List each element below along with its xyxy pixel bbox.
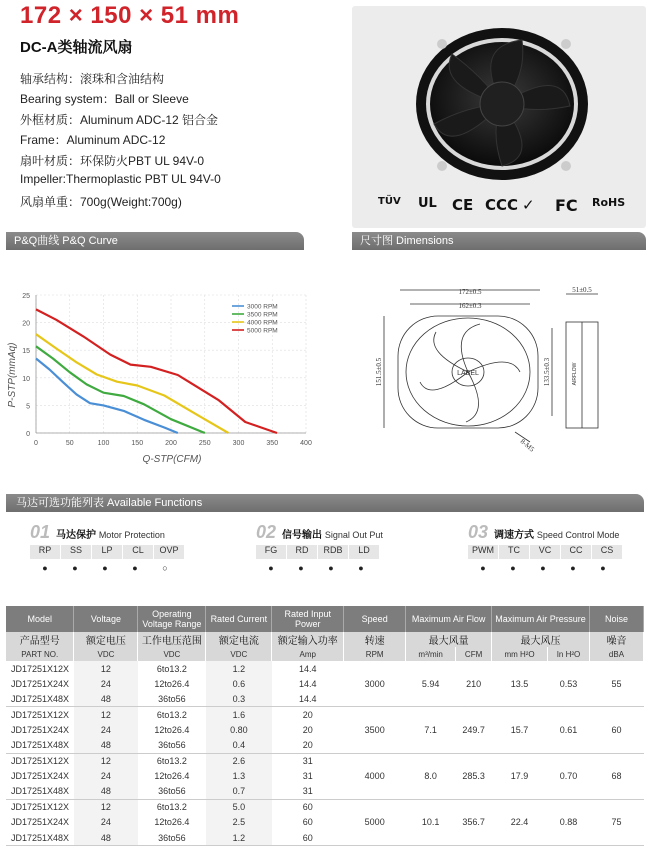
legend-label: 4000 RPM (247, 319, 278, 327)
x-axis-label: Q-STP(CFM) (142, 454, 202, 465)
table-cell: 24 (74, 815, 138, 830)
unit-cell: Amp (272, 647, 344, 661)
availability-mark: ● (102, 563, 108, 573)
availability-mark: ● (510, 563, 516, 573)
table-cell: 3000 (344, 661, 406, 707)
dimension-drawing (370, 282, 640, 454)
y-axis-label: P-STP(mmAq) (7, 342, 18, 408)
table-cell: 6to13.2 (156, 756, 187, 767)
column-header-cn: 最大风量 (406, 632, 492, 647)
legend-label: 3500 RPM (247, 311, 278, 319)
label-text: LABEL (457, 370, 479, 377)
function-title: 调速方式 Speed Control Mode (494, 530, 620, 541)
section-functions (6, 494, 644, 512)
table-cell: 6to13.2 (156, 663, 187, 674)
column-header: Model (6, 606, 74, 632)
column-header: Maximum Air Flow (406, 606, 492, 632)
table-cell: JD17251X48X (6, 737, 74, 753)
dim-depth: 51±0.5 (572, 286, 592, 294)
dim-hole-height: 133.5±0.3 (543, 357, 551, 387)
table-cell: 24 (74, 676, 138, 691)
table-cell: 36to56 (138, 784, 206, 800)
table-cell: 68 (589, 753, 643, 799)
spec-line: Frame：Aluminum ADC-12 (20, 133, 166, 147)
x-tick-label: 100 (97, 440, 110, 447)
table-cell: 60 (302, 802, 313, 813)
table-cell: 60 (302, 817, 313, 828)
table-cell: 0.3 (206, 691, 272, 707)
x-tick-label: 150 (131, 440, 144, 447)
table-cell: 12 (74, 661, 138, 676)
unit-cell: mm H²O (492, 647, 548, 661)
table-cell: 10.1 (406, 799, 456, 845)
column-header: Operating Voltage Range (138, 606, 206, 632)
availability-mark: ● (480, 563, 486, 573)
x-tick-label: 300 (232, 440, 245, 447)
column-header-cn: 产品型号 (6, 632, 74, 647)
spec-line: 外框材质：Aluminum ADC-12 铝合金 (20, 113, 219, 127)
legend-label: 5000 RPM (247, 327, 278, 335)
table-cell: 75 (589, 799, 643, 845)
table-cell: JD17251X12X (10, 709, 69, 720)
column-header: Rated Current (206, 606, 272, 632)
table-cell: 1.6 (206, 707, 272, 723)
table-cell: 6to13.2 (156, 802, 187, 813)
function-code: CL (123, 545, 154, 559)
unit-cell: VDC (138, 647, 206, 661)
table-cell: 12to26.4 (154, 678, 190, 689)
ccc-icon: CCC (485, 196, 519, 214)
function-title: 信号输出 Signal Out Put (282, 530, 383, 541)
column-header-cn: 最大风压 (492, 632, 590, 647)
table-cell: 210 (456, 661, 492, 707)
pq-chart (0, 280, 330, 480)
table-cell: 3500 (344, 707, 406, 753)
spec-line: 扇叶材质：环保防火PBT UL 94V-0 (20, 154, 205, 168)
column-header-cn: 工作电压范围 (138, 632, 206, 647)
unit-cell: dBA (589, 647, 643, 661)
y-tick-label: 15 (22, 348, 30, 356)
spec-table (6, 606, 644, 846)
table-cell: JD17251X24X (10, 771, 69, 782)
column-header: Maximum Air Pressure (492, 606, 590, 632)
table-cell: JD17251X48X (6, 691, 74, 707)
column-header: Rated Input Power (272, 606, 344, 632)
table-row (6, 661, 644, 676)
table-cell: JD17251X24X (10, 724, 69, 735)
table-cell: 5.94 (406, 661, 456, 707)
table-cell: 48 (74, 691, 138, 707)
unit-cell: RPM (344, 647, 406, 661)
y-tick-label: 10 (22, 375, 30, 383)
table-cell: JD17251X48X (6, 830, 74, 846)
table-header-units (6, 647, 644, 661)
table-cell: 0.53 (548, 661, 590, 707)
x-tick-label: 0 (34, 440, 38, 447)
function-code: CS (592, 545, 623, 559)
function-code: OVP (154, 545, 185, 559)
table-cell: JD17251X24X (10, 678, 69, 689)
x-tick-label: 350 (266, 440, 279, 447)
table-cell: JD17251X12X (10, 663, 69, 674)
spec-line: Impeller:Thermoplastic PBT UL 94V-0 (20, 172, 221, 186)
function-number: 03 (468, 522, 489, 542)
dim-width: 172±0.5 (458, 288, 482, 296)
table-cell: JD17251X24X (10, 817, 69, 828)
y-tick-label: 5 (26, 403, 30, 411)
table-cell: 7.1 (406, 707, 456, 753)
table-cell: 0.80 (206, 722, 272, 737)
availability-mark: ● (268, 563, 274, 573)
table-cell: 2.5 (206, 815, 272, 830)
table-cell: 31 (302, 771, 313, 782)
dim-height: 151.5±0.5 (375, 357, 383, 387)
function-code: CC (561, 545, 592, 559)
table-cell: 12 (74, 753, 138, 769)
availability-mark: ● (570, 563, 576, 573)
legend-label: 3000 RPM (247, 303, 278, 311)
column-header: Speed (344, 606, 406, 632)
table-cell: 4000 (344, 753, 406, 799)
table-cell: 15.7 (492, 707, 548, 753)
column-header-cn: 额定电压 (74, 632, 138, 647)
function-code: VC (530, 545, 561, 559)
table-cell: 12 (74, 707, 138, 723)
table-row (6, 753, 644, 769)
function-code: SS (61, 545, 92, 559)
rohs-icon: RoHS (592, 196, 626, 209)
airflow-text: AIRFLOW (572, 362, 578, 386)
table-cell: 31 (302, 756, 313, 767)
table-cell: 36to56 (138, 830, 206, 846)
table-cell: 24 (74, 722, 138, 737)
column-header-cn: 额定电流 (206, 632, 272, 647)
x-tick-label: 50 (65, 440, 74, 447)
fcc-icon: FC (555, 196, 578, 215)
column-header-cn: 转速 (344, 632, 406, 647)
table-cell: 5000 (344, 799, 406, 845)
table-cell: 0.70 (548, 753, 590, 799)
section-dimensions: 尺寸图 Dimensions (352, 232, 646, 250)
function-code: RD (287, 545, 318, 559)
table-cell: 1.3 (206, 769, 272, 784)
table-row (6, 799, 644, 815)
table-cell: 0.6 (206, 676, 272, 691)
function-group (256, 522, 383, 573)
table-cell: JD17251X48X (6, 784, 74, 800)
column-header: Noise (589, 606, 643, 632)
availability-mark: ● (132, 563, 138, 573)
section-pq: P&Q曲线 P&Q Curve (6, 232, 304, 250)
table-cell: 1.2 (206, 661, 272, 676)
unit-cell: VDC (206, 647, 272, 661)
function-group (30, 522, 185, 573)
table-cell: 20 (272, 737, 344, 753)
table-cell: JD17251X12X (10, 756, 69, 767)
tuv-icon: TÜV (378, 196, 401, 207)
dim-screw: 8-M5 (518, 437, 536, 454)
x-tick-label: 250 (198, 440, 211, 447)
ce-icon: CE (452, 196, 474, 214)
table-cell: 48 (74, 830, 138, 846)
spec-line: Bearing system：Ball or Sleeve (20, 92, 189, 106)
table-cell: 12to26.4 (154, 771, 190, 782)
table-cell: 249.7 (456, 707, 492, 753)
table-row (6, 707, 644, 723)
y-tick-label: 0 (26, 431, 30, 438)
availability-mark: ● (328, 563, 334, 573)
unit-cell: VDC (74, 647, 138, 661)
ul-icon: UL (418, 196, 437, 211)
table-cell: 48 (74, 737, 138, 753)
column-header: Voltage (74, 606, 138, 632)
table-cell: 285.3 (456, 753, 492, 799)
spec-line: 风扇单重：700g(Weight:700g) (20, 195, 182, 209)
availability-mark: ● (600, 563, 606, 573)
function-code: RP (30, 545, 61, 559)
page-title: 172 × 150 × 51 mm (20, 2, 240, 29)
unit-cell: PART NO. (6, 647, 74, 661)
page-subtitle: DC-A类轴流风扇 (20, 39, 133, 56)
series-line (36, 309, 277, 433)
table-cell: 60 (589, 707, 643, 753)
table-cell: 48 (74, 784, 138, 800)
availability-mark: ● (42, 563, 48, 573)
availability-mark: ● (298, 563, 304, 573)
table-cell: 2.6 (206, 753, 272, 769)
table-cell: 356.7 (456, 799, 492, 845)
table-cell: JD17251X12X (10, 802, 69, 813)
function-code: RDB (318, 545, 349, 559)
table-cell: 60 (272, 830, 344, 846)
table-cell: 17.9 (492, 753, 548, 799)
column-header-cn: 噪音 (589, 632, 643, 647)
function-code: LP (92, 545, 123, 559)
x-tick-label: 400 (300, 440, 312, 447)
availability-mark: ● (540, 563, 546, 573)
table-cell: 0.88 (548, 799, 590, 845)
table-cell: 1.2 (206, 830, 272, 846)
availability-mark: ● (72, 563, 78, 573)
dim-hole-width: 162±0.3 (458, 302, 482, 310)
table-cell: 20 (302, 724, 313, 735)
table-cell: 0.61 (548, 707, 590, 753)
table-cell: 6to13.2 (156, 709, 187, 720)
function-group (468, 522, 623, 573)
function-code: FG (256, 545, 287, 559)
unit-cell: m³/min (406, 647, 456, 661)
function-code: TC (499, 545, 530, 559)
table-cell: 24 (74, 769, 138, 784)
table-cell: 12 (74, 799, 138, 815)
table-cell: 8.0 (406, 753, 456, 799)
table-cell: 14.4 (272, 691, 344, 707)
table-cell: 22.4 (492, 799, 548, 845)
unit-cell: CFM (456, 647, 492, 661)
table-cell: 13.5 (492, 661, 548, 707)
availability-mark: ○ (162, 563, 168, 573)
y-tick-label: 25 (22, 293, 30, 300)
table-cell: 14.4 (298, 678, 317, 689)
table-cell: 14.4 (298, 663, 317, 674)
product-photo (352, 6, 646, 228)
function-number: 02 (256, 522, 277, 542)
column-header-cn: 额定输入功率 (272, 632, 344, 647)
table-cell: 31 (272, 784, 344, 800)
check-icon: ✓ (522, 196, 535, 214)
table-cell: 36to56 (138, 691, 206, 707)
x-tick-label: 200 (165, 440, 177, 447)
table-cell: 0.7 (206, 784, 272, 800)
table-header-cn (6, 632, 644, 647)
function-code: LD (349, 545, 380, 559)
unit-cell: In H²O (548, 647, 590, 661)
fan-image (352, 6, 646, 196)
availability-mark: ● (358, 563, 364, 573)
functions-title: 马达可选功能列表 Available Functions (16, 497, 203, 509)
table-header-en (6, 606, 644, 632)
function-number: 01 (30, 522, 51, 542)
table-cell: 5.0 (206, 799, 272, 815)
table-cell: 36to56 (138, 737, 206, 753)
table-cell: 0.4 (206, 737, 272, 753)
function-title: 马达保护 Motor Protection (56, 530, 165, 541)
table-cell: 55 (589, 661, 643, 707)
function-code: PWM (468, 545, 499, 559)
spec-line: 轴承结构：滚珠和含油结构 (20, 72, 165, 86)
table-cell: 12to26.4 (154, 724, 190, 735)
table-cell: 20 (302, 709, 313, 720)
y-tick-label: 20 (22, 320, 30, 328)
table-cell: 12to26.4 (154, 817, 190, 828)
